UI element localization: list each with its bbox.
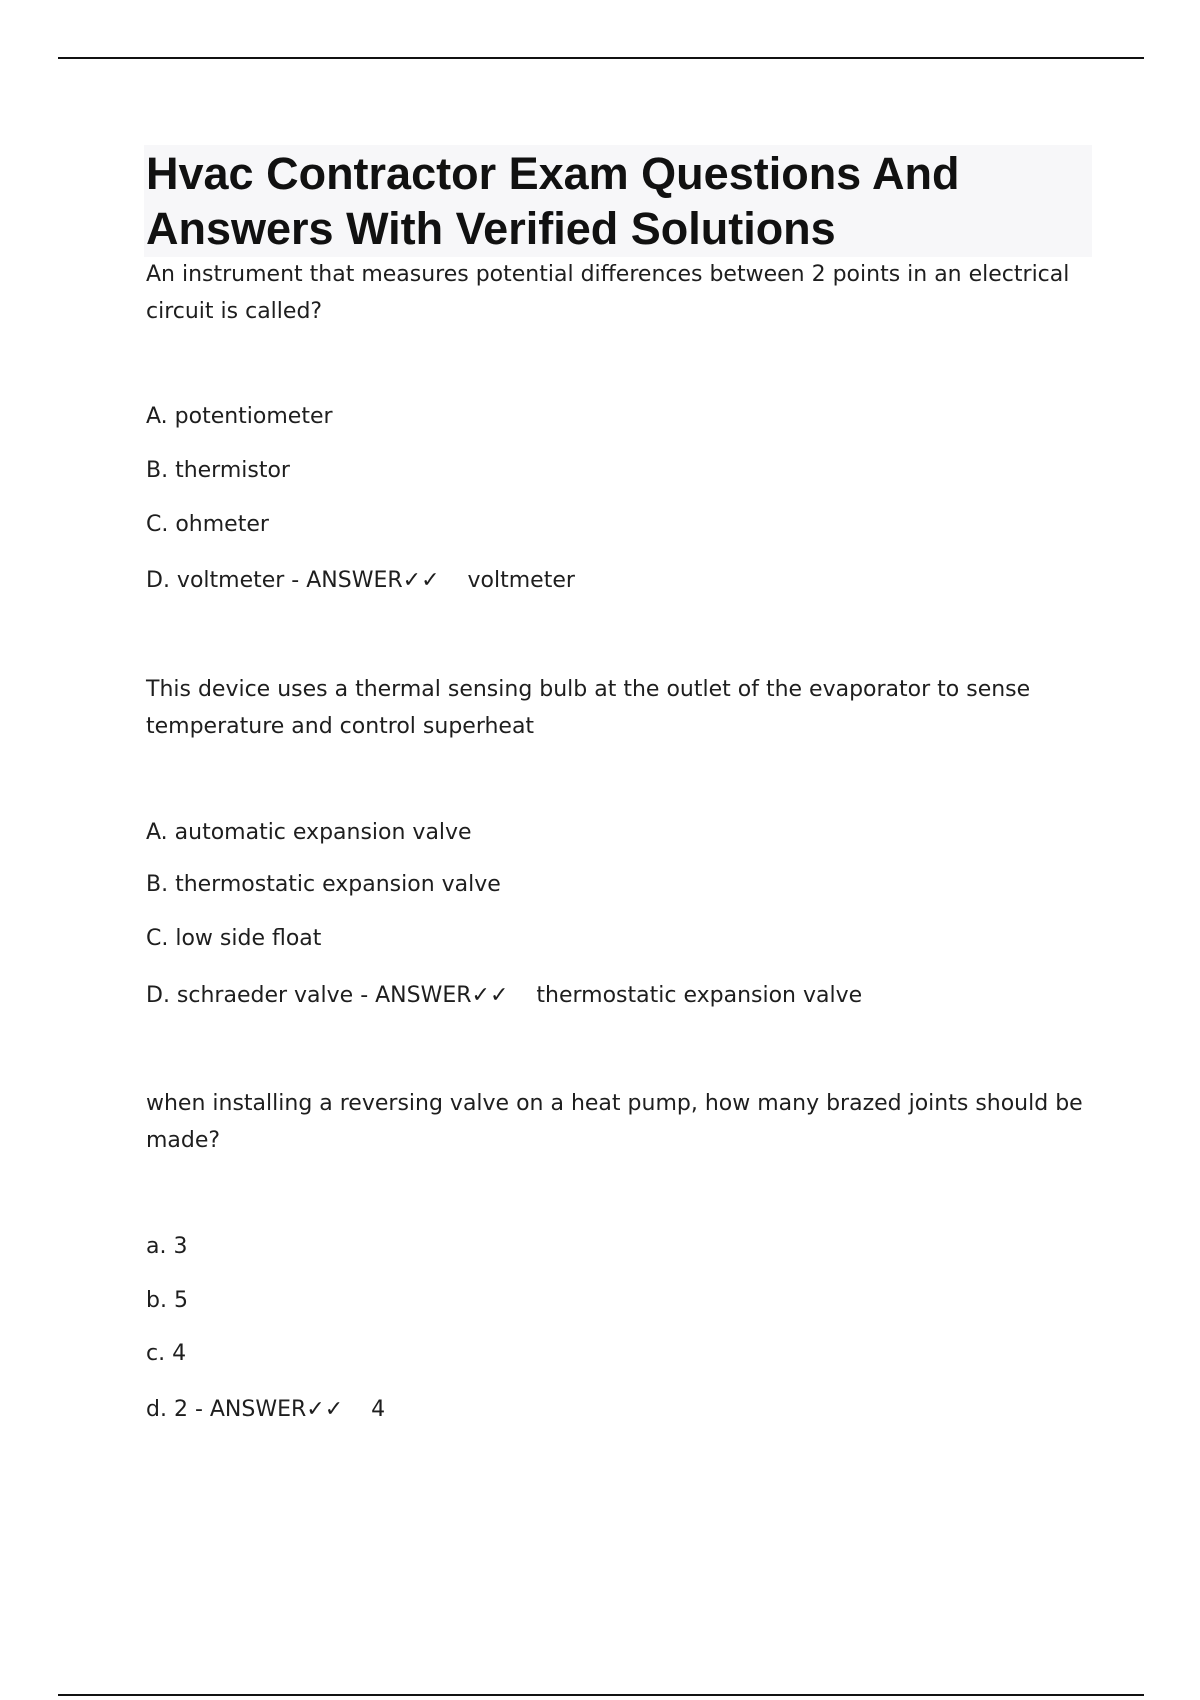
question-1-option-d: D. voltmeter - ANSWER✓✓ xyxy=(146,568,440,593)
question-2-answer: thermostatic expansion valve xyxy=(536,983,863,1008)
document-title: Hvac Contractor Exam Questions And Answers With Verified Solutions xyxy=(146,148,960,254)
question-3-answer: 4 xyxy=(371,1397,386,1422)
question-3-option-a: a. 3 xyxy=(146,1234,188,1259)
question-3-answer-line xyxy=(146,1391,385,1428)
question-2-answer-line xyxy=(146,977,862,1014)
question-2-prompt: This device uses a thermal sensing bulb at the outlet of the evaporator to sense temperature and control superheat xyxy=(146,677,1031,739)
question-3-prompt: when installing a reversing valve on a heat pump, how many brazed joints should be made? xyxy=(146,1091,1083,1153)
bottom-rule xyxy=(58,1694,1144,1696)
question-1-prompt: An instrument that measures potential differences between 2 points in an electrical circuit is called? xyxy=(146,262,1070,324)
question-2-option-b: B. thermostatic expansion valve xyxy=(146,872,501,897)
question-3-option-d: d. 2 - ANSWER✓✓ xyxy=(146,1397,344,1422)
question-1-option-c: C. ohmeter xyxy=(146,512,269,537)
question-1-answer-line xyxy=(146,562,575,599)
question-2-option-c: C. low side float xyxy=(146,926,322,951)
question-1-option-a: A. potentiometer xyxy=(146,404,333,429)
question-1-answer: voltmeter xyxy=(467,568,575,593)
question-1-option-b: B. thermistor xyxy=(146,458,290,483)
question-3-option-b: b. 5 xyxy=(146,1288,188,1313)
question-2-option-d: D. schraeder valve - ANSWER✓✓ xyxy=(146,983,509,1008)
top-rule xyxy=(58,57,1144,59)
question-2-option-a: A. automatic expansion valve xyxy=(146,820,472,845)
question-3-option-c: c. 4 xyxy=(146,1341,187,1366)
